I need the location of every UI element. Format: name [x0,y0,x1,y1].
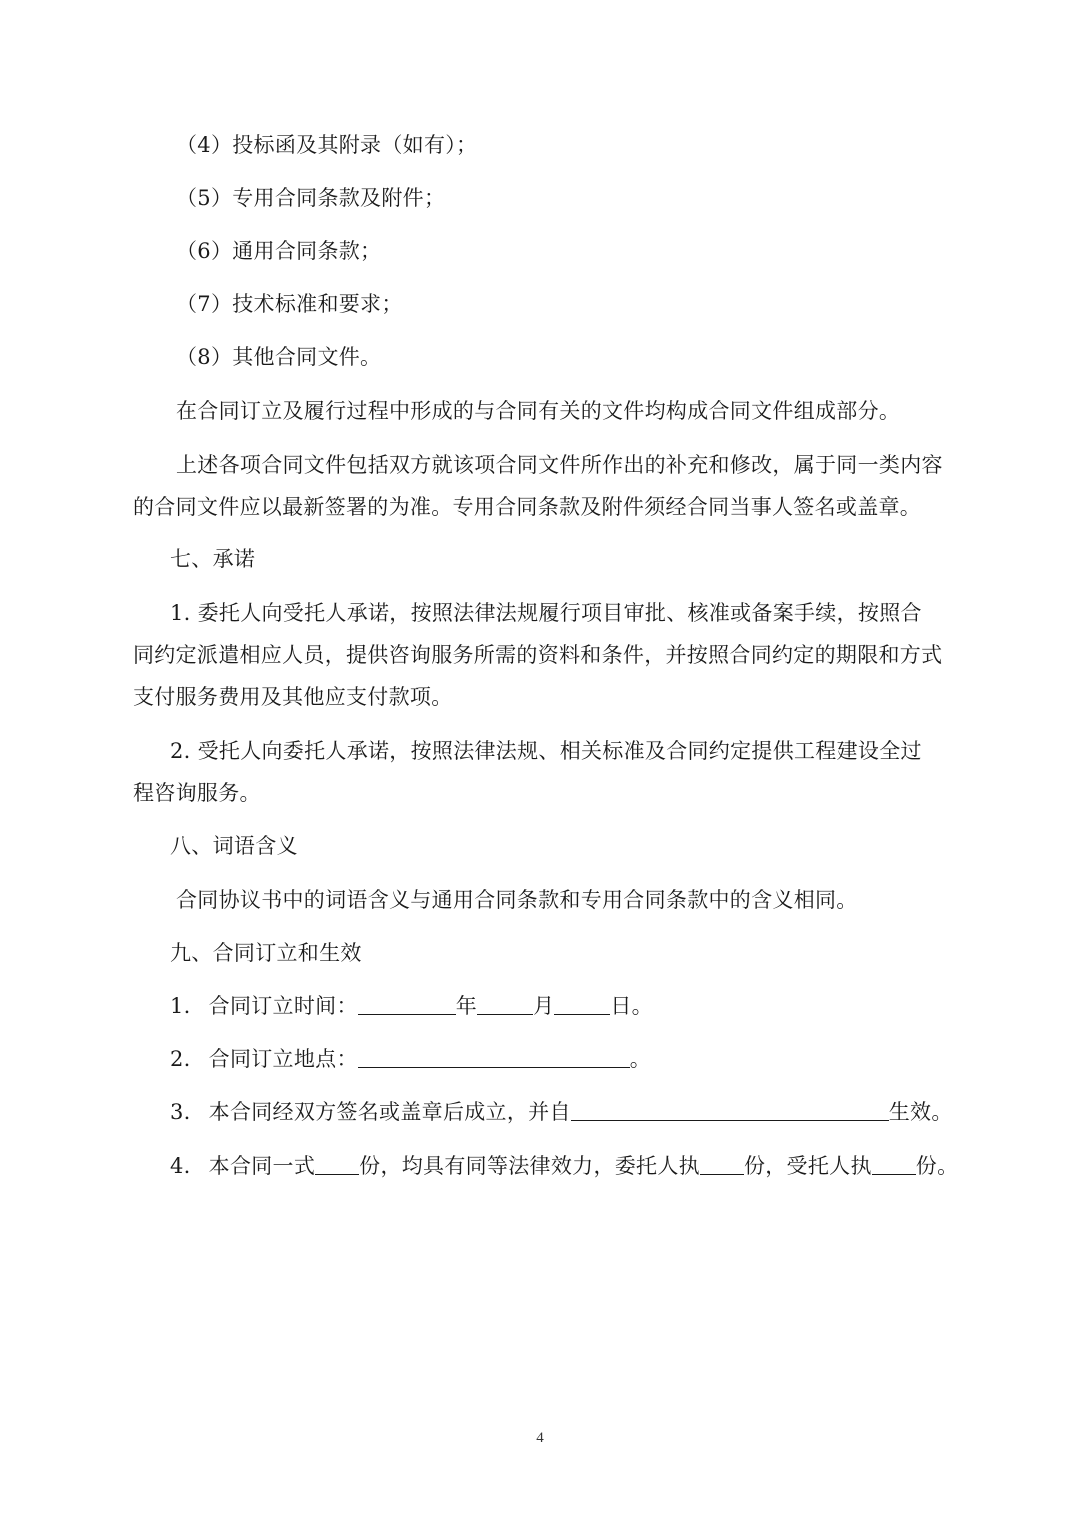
list-item-8: （8）其他合同文件。 [176,345,382,369]
list-item-7: （7）技术标准和要求； [176,292,403,316]
signing-time-label: 合同订立时间： [208,994,358,1018]
day-blank[interactable] [554,992,610,1015]
month-label: 月 [533,994,555,1018]
client-copies-blank[interactable] [700,1152,744,1175]
copies-label-a: 本合同一式 [208,1154,316,1178]
commitment-2-line2: 程咨询服务。 [133,781,261,805]
total-copies-blank[interactable] [315,1152,359,1175]
effective-row [170,1098,953,1126]
section-heading-commitments: 七、承诺 [170,547,256,571]
commitment-1-line1: 1. 委托人向受托人承诺，按照法律法规履行项目审批、核准或备案手续，按照合 [170,601,922,625]
signing-place-label: 合同订立地点： [208,1047,358,1071]
copies-row [170,1152,958,1180]
commitment-2-line1: 2. 受托人向委托人承诺，按照法律法规、相关标准及合同约定提供工程建设全过 [170,739,922,763]
commitment-1-line3: 支付服务费用及其他应支付款项。 [133,685,453,709]
paragraph-documents-composition: 在合同订立及履行过程中形成的与合同有关的文件均构成合同文件组成部分。 [176,399,901,423]
effective-number: 3. [170,1100,191,1124]
signing-time-row [170,992,653,1020]
page-number: 4 [536,1430,544,1446]
section-heading-definitions: 八、词语含义 [170,834,298,858]
consultant-copies-blank[interactable] [872,1152,916,1175]
list-item-6: （6）通用合同条款； [176,239,382,263]
signing-place-number: 2. [170,1047,191,1071]
section-heading-signing: 九、合同订立和生效 [170,941,362,965]
list-item-4: （4）投标函及其附录（如有）； [176,133,478,157]
list-item-5: （5）专用合同条款及附件； [176,186,446,210]
copies-number: 4. [170,1154,191,1178]
commitment-1-line2: 同约定派遣相应人员，提供咨询服务所需的资料和条件，并按照合同约定的期限和方式 [133,643,943,667]
signing-place-end: 。 [629,1047,652,1071]
day-label: 日。 [610,994,653,1018]
month-blank[interactable] [477,992,533,1015]
effective-label: 本合同经双方签名或盖章后成立，并自 [208,1100,571,1124]
definitions-text: 合同协议书中的词语含义与通用合同条款和专用合同条款中的含义相同。 [176,888,858,912]
signing-place-row [170,1045,651,1073]
copies-label-b: 份，均具有同等法律效力，委托人执 [359,1154,700,1178]
copies-label-d: 份。 [915,1154,959,1178]
place-blank[interactable] [358,1045,630,1068]
effective-date-blank[interactable] [571,1098,889,1121]
paragraph-documents-priority-line2: 的合同文件应以最新签署的为准。专用合同条款及附件须经合同当事人签名或盖章。 [133,495,922,519]
year-label: 年 [455,994,478,1018]
signing-time-number: 1. [170,994,191,1018]
copies-label-c: 份，受托人执 [743,1154,872,1178]
year-blank[interactable] [358,992,456,1015]
effective-end: 生效。 [888,1100,953,1124]
paragraph-documents-priority-line1: 上述各项合同文件包括双方就该项合同文件所作出的补充和修改，属于同一类内容 [176,453,943,477]
